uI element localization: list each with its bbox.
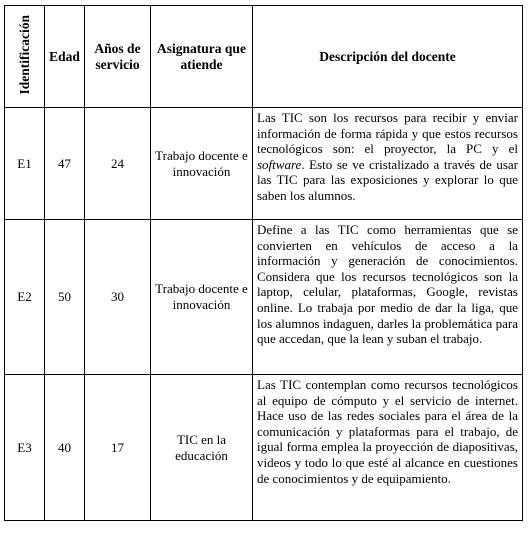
header-descripcion: Descripción del docente bbox=[253, 6, 523, 108]
docentes-table bbox=[4, 5, 523, 521]
desc-text-em: software bbox=[257, 156, 302, 172]
cell-edad: 47 bbox=[45, 108, 85, 220]
cell-descripcion bbox=[253, 108, 523, 220]
cell-descripcion: Define a las TIC como herramientas que se convierten en vehículos de acceso a la información y generación de conocimientos. Considera que los recursos tecnológicos son la laptop, celular, plataformas, Google, revistas online. Lo trabaja por medio de dar la liga, que los alumnos indaguen, darles la problemática para que accedan, que la lean y suban el trabajo. bbox=[253, 220, 523, 375]
cell-id: E2 bbox=[5, 220, 45, 375]
cell-id: E1 bbox=[5, 108, 45, 220]
desc-text-pre: Las TIC son los recursos para recibir y enviar información de forma rápida y que estos recursos tecnológicos son: el proyector, la PC y el bbox=[257, 110, 518, 157]
cell-asignatura: Trabajo docente e innovación bbox=[151, 220, 253, 375]
cell-edad: 50 bbox=[45, 220, 85, 375]
cell-anios: 17 bbox=[85, 375, 151, 521]
cell-asignatura: TIC en la educación bbox=[151, 375, 253, 521]
cell-asignatura: Trabajo docente e innovación bbox=[151, 108, 253, 220]
cell-edad: 40 bbox=[45, 375, 85, 521]
header-row bbox=[5, 6, 523, 108]
cell-anios: 30 bbox=[85, 220, 151, 375]
table-row bbox=[5, 220, 523, 375]
header-identificacion-label: Identificación bbox=[16, 14, 32, 95]
header-edad: Edad bbox=[45, 6, 85, 108]
desc-text-post: . Esto se ve cristalizado a través de usar las TIC para las exposiciones y explorar lo que saben los alumnos. bbox=[257, 156, 518, 203]
header-identificacion bbox=[5, 6, 45, 108]
table-row bbox=[5, 108, 523, 220]
cell-id: E3 bbox=[5, 375, 45, 521]
table-row bbox=[5, 375, 523, 521]
header-asignatura: Asignatura que atiende bbox=[151, 6, 253, 108]
table-container bbox=[4, 5, 523, 521]
cell-descripcion: Las TIC contemplan como recursos tecnológicos al equipo de cómputo y el servicio de internet. Hace uso de las redes sociales para el área de la comunicación y plataformas para el trabajo, de igual forma emplea la proyección de diapositivas, videos y todo lo que esté al alcance en cuestiones de conocimientos y de equipamiento. bbox=[253, 375, 523, 521]
cell-anios: 24 bbox=[85, 108, 151, 220]
header-anios-servicio: Años de servicio bbox=[85, 6, 151, 108]
